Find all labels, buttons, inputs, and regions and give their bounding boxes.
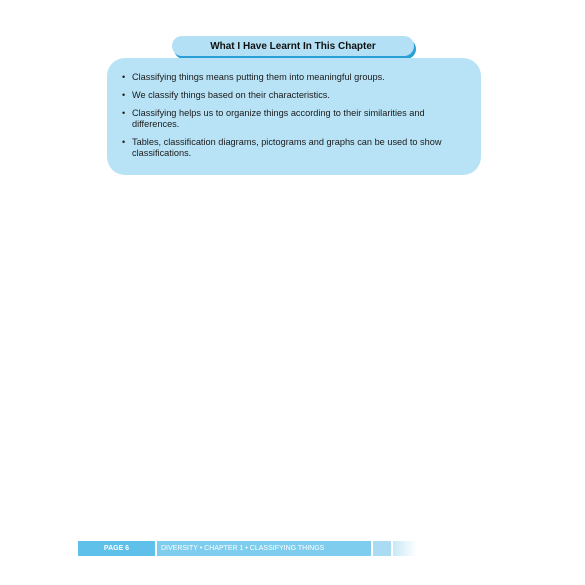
summary-text: Tables, classification diagrams, pictograms and graphs can be used to show classifications.: [132, 137, 442, 158]
page-footer: [78, 541, 417, 556]
section-title: What I Have Learnt In This Chapter: [210, 40, 376, 52]
bullet-icon: •: [122, 72, 126, 82]
footer-breadcrumb: DIVERSITY • CHAPTER 1 • CLASSIFYING THINGS: [157, 541, 371, 556]
bullet-icon: •: [122, 90, 126, 100]
footer-decor-strip: [373, 541, 391, 556]
bullet-icon: •: [122, 108, 126, 118]
section-title-tab: [172, 36, 414, 56]
summary-text: We classify things based on their characteristics.: [132, 90, 330, 100]
summary-text: Classifying helps us to organize things according to their similarities and differences.: [132, 108, 425, 129]
summary-item: [122, 72, 465, 83]
summary-list: [122, 72, 465, 159]
summary-box: [107, 58, 481, 175]
page-number: PAGE 6: [78, 541, 155, 556]
summary-item: [122, 90, 465, 101]
footer-decor-fade: [393, 541, 417, 556]
summary-item: [122, 108, 465, 130]
summary-text: Classifying things means putting them into meaningful groups.: [132, 72, 385, 82]
bullet-icon: •: [122, 137, 126, 147]
summary-item: [122, 137, 465, 159]
